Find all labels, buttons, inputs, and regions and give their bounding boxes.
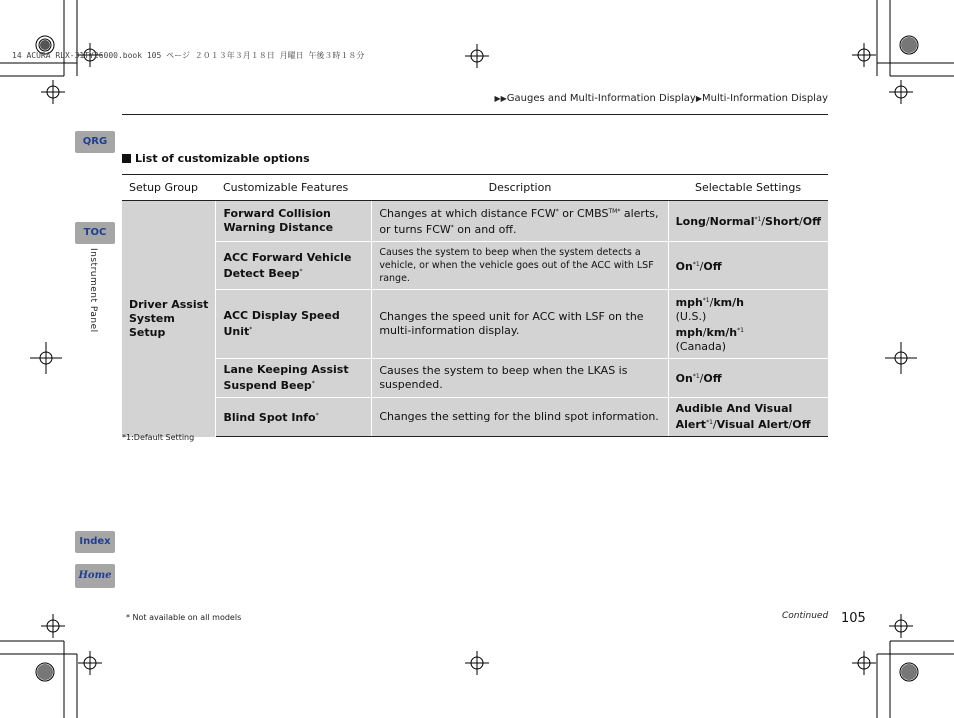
table-row (122, 290, 828, 359)
settings-cell: mph$^{*1}$/km/h (U.S.) mph/$km/h^{*1}$ (Canada) (668, 290, 828, 359)
header-settings: Selectable Settings (668, 175, 828, 201)
table-row (122, 201, 828, 242)
description-cell: Changes at which distance FCW* or $CMBS^{TM*}$ alerts, or turns FCW* on and off. (372, 201, 668, 242)
index-button[interactable]: Index (75, 531, 115, 553)
header-rule (122, 114, 828, 115)
header-setup-group: Setup Group (122, 175, 216, 201)
footnote: *1:Default Setting (122, 433, 195, 442)
square-bullet-icon (122, 154, 131, 163)
description-cell: Changes the speed unit for ACC with LSF on the multi-information display. (372, 290, 668, 359)
header-features: Customizable Features (216, 175, 372, 201)
print-header: 14 ACURA RLX-31TY26000.book 105 ページ ２０１３年３月１８日 月曜日 午後３時１８分 (12, 51, 365, 60)
feature-cell: ACC Display Speed Unit* (216, 290, 372, 359)
breadcrumb-link-gauges[interactable]: Gauges and Multi-Information Display (506, 93, 696, 104)
table-row (122, 398, 828, 437)
section-title-text: List of customizable options (135, 152, 310, 165)
description-cell: Causes the system to beep when the system detects a vehicle, or when the vehicle goes out of the ACC with LSF range. (372, 242, 668, 290)
section-label: Instrument Panel (88, 248, 98, 333)
description-cell: Changes the setting for the blind spot information. (372, 398, 668, 437)
section-title (122, 152, 310, 165)
setup-group-cell: Driver Assist System Setup (122, 201, 216, 437)
settings-cell: On$^{*1}$/Off (668, 242, 828, 290)
breadcrumb (494, 93, 828, 104)
breadcrumb-separator: ▶ (695, 94, 703, 103)
page-number: 105 (841, 611, 866, 626)
availability-note: * Not available on all models (126, 613, 242, 622)
qrg-button[interactable]: QRG (75, 131, 115, 153)
feature-cell: Forward Collision Warning Distance (216, 201, 372, 242)
home-button[interactable]: Home (75, 564, 115, 588)
table-row (122, 359, 828, 398)
breadcrumb-link-mid[interactable]: Multi-Information Display (702, 93, 828, 104)
toc-button[interactable]: TOC (75, 222, 115, 244)
settings-cell: On$^{*1}$/Off (668, 359, 828, 398)
table-header-row (122, 175, 828, 201)
options-table (122, 174, 828, 437)
feature-cell: Blind Spot Info* (216, 398, 372, 437)
table-row (122, 242, 828, 290)
continued-label: Continued (782, 611, 829, 621)
settings-cell: Long/Normal$^{*1}$/Short/Off (668, 201, 828, 242)
description-cell: Causes the system to beep when the LKAS is suspended. (372, 359, 668, 398)
header-description: Description (372, 175, 668, 201)
settings-cell: Audible And Visual Alert$^{*1}$/Visual Alert/Off (668, 398, 828, 437)
feature-cell: Lane Keeping Assist Suspend Beep* (216, 359, 372, 398)
breadcrumb-arrows: ▶▶ (494, 94, 507, 103)
feature-cell: ACC Forward Vehicle Detect Beep* (216, 242, 372, 290)
